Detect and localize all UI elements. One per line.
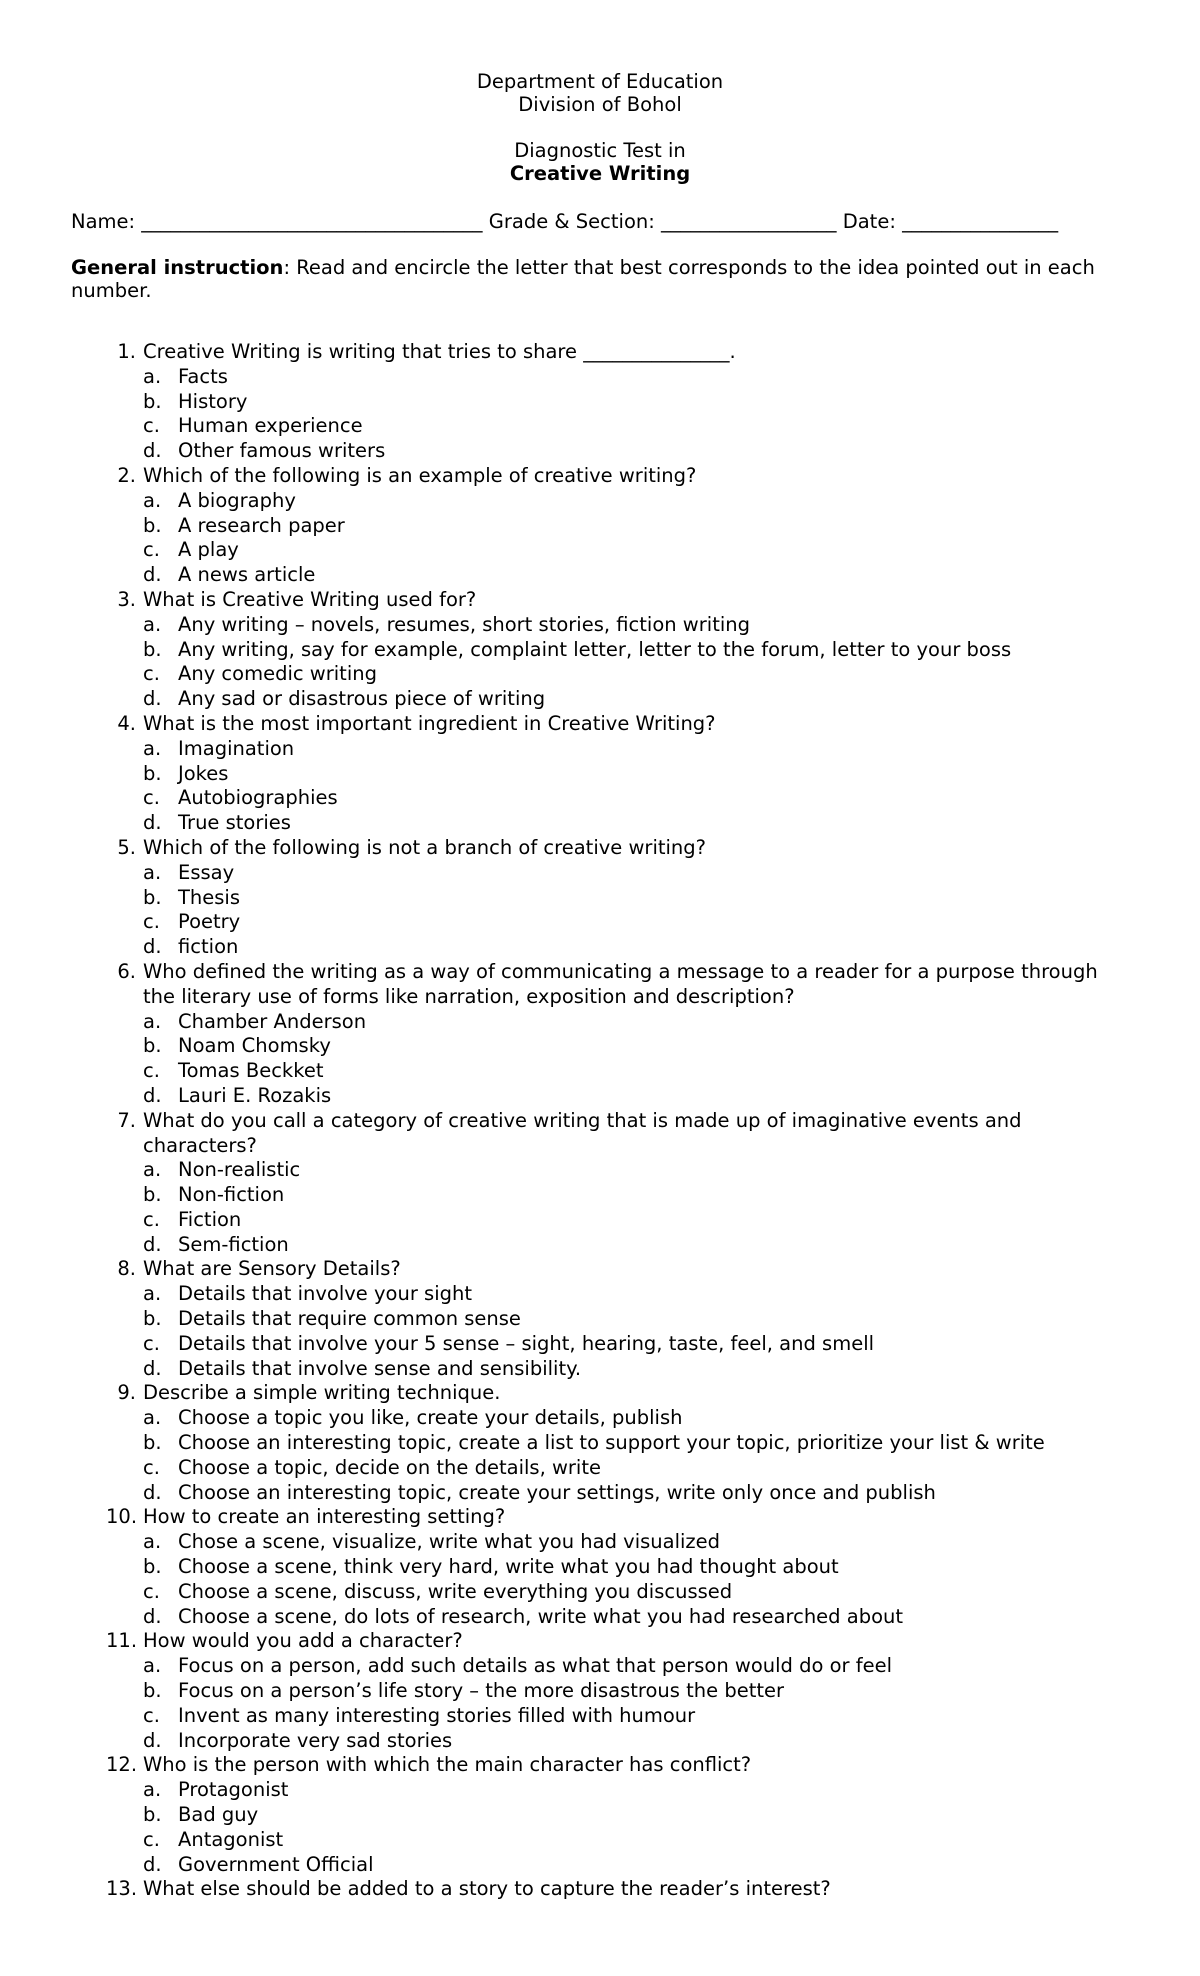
option-letter: d. [143, 687, 162, 711]
answer-option[interactable] [0, 563, 1200, 588]
option-text: Choose an interesting topic, create your settings, write only once and publish [178, 1480, 936, 1504]
option-text: A biography [178, 488, 296, 512]
option-letter: a. [143, 488, 162, 512]
option-letter: c. [143, 910, 160, 934]
option-letter: a. [143, 1778, 162, 1802]
option-text: Sem-fiction [178, 1232, 289, 1256]
student-info-line: Name: ___________________________________ Grade & Section: __________________ Date: ________________ [71, 210, 1059, 233]
option-letter: a. [143, 364, 162, 388]
question-item [0, 588, 1200, 613]
option-text: History [178, 389, 248, 413]
option-letter: d. [143, 1083, 162, 1107]
option-letter: a. [143, 1406, 162, 1430]
answer-option[interactable] [0, 1059, 1200, 1084]
instruction-label: General instruction [71, 256, 284, 279]
question-number: 9. [117, 1381, 136, 1405]
option-letter: d. [143, 935, 162, 959]
question-text: What else should be added to a story to capture the reader’s interest? [143, 1877, 831, 1901]
question-number: 7. [117, 1108, 136, 1132]
question-number: 6. [117, 959, 136, 983]
option-letter: c. [143, 1331, 160, 1355]
question-number: 11. [106, 1629, 138, 1653]
answer-option[interactable] [0, 886, 1200, 911]
question-item [0, 1505, 1200, 1530]
question-number: 13. [106, 1877, 138, 1901]
option-letter: a. [143, 860, 162, 884]
question-text: Creative Writing is writing that tries to share _______________. [143, 340, 736, 363]
answer-option[interactable] [0, 414, 1200, 439]
option-text: Noam Chomsky [178, 1034, 331, 1058]
test-type: Diagnostic Test in [514, 139, 686, 162]
option-text: Any writing, say for example, complaint letter, letter to the forum, letter to your boss [178, 637, 1012, 661]
option-letter: c. [143, 538, 160, 562]
answer-option[interactable] [0, 1183, 1200, 1208]
option-text: Any writing – novels, resumes, short stories, fiction writing [178, 612, 750, 636]
option-text: Fiction [178, 1207, 242, 1231]
answer-option[interactable] [0, 1357, 1200, 1382]
option-text: Non-fiction [178, 1183, 285, 1207]
option-letter: a. [143, 1530, 162, 1554]
question-item [0, 464, 1200, 489]
option-text: Incorporate very sad stories [178, 1728, 453, 1752]
option-text: Human experience [178, 414, 363, 438]
answer-option[interactable] [0, 1679, 1200, 1704]
option-text: Government Official [178, 1852, 374, 1876]
answer-option[interactable] [0, 1605, 1200, 1630]
answer-option[interactable] [0, 1853, 1200, 1878]
option-letter: c. [143, 1207, 160, 1231]
option-text: Jokes [178, 761, 229, 785]
option-letter: a. [143, 612, 162, 636]
answer-option[interactable] [0, 737, 1200, 762]
question-text: Which of the following is an example of creative writing? [143, 463, 697, 487]
option-letter: d. [143, 811, 162, 835]
answer-option[interactable] [0, 1654, 1200, 1679]
answer-option[interactable] [0, 1456, 1200, 1481]
option-letter: b. [143, 637, 162, 661]
option-letter: d. [143, 1232, 162, 1256]
answer-option[interactable] [0, 1034, 1200, 1059]
answer-option[interactable] [0, 489, 1200, 514]
option-letter: d. [143, 1728, 162, 1752]
answer-option[interactable] [0, 1084, 1200, 1109]
answer-option[interactable] [0, 1704, 1200, 1729]
option-text: Choose a topic you like, create your details, publish [178, 1406, 683, 1430]
option-text: Focus on a person’s life story – the more disastrous the better [178, 1679, 784, 1703]
answer-option[interactable] [0, 638, 1200, 663]
question-item [0, 712, 1200, 737]
question-text: What do you call a category of creative writing that is made up of imaginative events and characters? [143, 1108, 1022, 1157]
option-letter: d. [143, 439, 162, 463]
answer-option[interactable] [0, 538, 1200, 563]
option-text: Thesis [178, 885, 241, 909]
question-item [0, 960, 1200, 1010]
option-text: A play [178, 538, 239, 562]
question-item [0, 340, 1200, 365]
option-letter: b. [143, 389, 162, 413]
question-number: 4. [117, 711, 136, 735]
option-text: Chose a scene, visualize, write what you had visualized [178, 1530, 721, 1554]
answer-option[interactable] [0, 1406, 1200, 1431]
option-letter: a. [143, 1282, 162, 1306]
general-instruction [71, 256, 1129, 302]
answer-option[interactable] [0, 786, 1200, 811]
option-letter: d. [143, 1852, 162, 1876]
option-letter: d. [143, 1480, 162, 1504]
option-letter: b. [143, 1307, 162, 1331]
answer-option[interactable] [0, 1580, 1200, 1605]
answer-option[interactable] [0, 1530, 1200, 1555]
option-text: A research paper [178, 513, 345, 537]
option-letter: b. [143, 1803, 162, 1827]
question-item [0, 1109, 1200, 1159]
question-text: Who defined the writing as a way of communicating a message to a reader for a purpose through the literary use of forms like narration, exposition and description? [143, 959, 1098, 1008]
question-item [0, 1629, 1200, 1654]
answer-option[interactable] [0, 1208, 1200, 1233]
department-name: Department of Education [476, 70, 724, 93]
answer-option[interactable] [0, 1307, 1200, 1332]
option-letter: b. [143, 1183, 162, 1207]
question-text: What is Creative Writing used for? [143, 587, 477, 611]
question-item [0, 836, 1200, 861]
answer-option[interactable] [0, 1332, 1200, 1357]
option-text: Protagonist [178, 1778, 289, 1802]
question-text: How to create an interesting setting? [143, 1505, 506, 1529]
question-text: What are Sensory Details? [143, 1257, 401, 1281]
option-text: fiction [178, 935, 239, 959]
option-text: Choose an interesting topic, create a list to support your topic, prioritize your list & write [178, 1431, 1045, 1455]
question-item [0, 1753, 1200, 1778]
division-name: Division of Bohol [518, 93, 682, 116]
question-number: 3. [117, 587, 136, 611]
answer-option[interactable] [0, 1803, 1200, 1828]
option-text: A news article [178, 563, 316, 587]
option-text: Any comedic writing [178, 662, 377, 686]
option-letter: d. [143, 1604, 162, 1628]
question-list [0, 340, 1200, 1902]
option-text: Chamber Anderson [178, 1009, 367, 1033]
option-letter: b. [143, 513, 162, 537]
question-text: How would you add a character? [143, 1629, 463, 1653]
option-letter: d. [143, 563, 162, 587]
option-text: Autobiographies [178, 786, 338, 810]
question-number: 8. [117, 1257, 136, 1281]
instruction-text: : Read and encircle the letter that best corresponds to the idea pointed out in each number. [71, 256, 1095, 302]
option-letter: b. [143, 885, 162, 909]
option-letter: b. [143, 1431, 162, 1455]
answer-option[interactable] [0, 935, 1200, 960]
answer-option[interactable] [0, 1010, 1200, 1035]
answer-option[interactable] [0, 514, 1200, 539]
option-text: True stories [178, 811, 291, 835]
answer-option[interactable] [0, 861, 1200, 886]
option-text: Antagonist [178, 1827, 284, 1851]
option-text: Tomas Beckket [178, 1059, 324, 1083]
option-letter: a. [143, 1009, 162, 1033]
question-number: 2. [117, 463, 136, 487]
option-letter: b. [143, 1034, 162, 1058]
option-text: Invent as many interesting stories filled with humour [178, 1703, 696, 1727]
option-letter: c. [143, 1703, 160, 1727]
answer-option[interactable] [0, 662, 1200, 687]
document-header [0, 70, 1200, 185]
option-text: Non-realistic [178, 1158, 301, 1182]
answer-option[interactable] [0, 811, 1200, 836]
question-text: What is the most important ingredient in Creative Writing? [143, 711, 716, 735]
option-text: Focus on a person, add such details as what that person would do or feel [178, 1654, 893, 1678]
option-text: Other famous writers [178, 439, 386, 463]
option-letter: c. [143, 1455, 160, 1479]
answer-option[interactable] [0, 1233, 1200, 1258]
subject-title: Creative Writing [509, 162, 691, 185]
option-letter: b. [143, 1555, 162, 1579]
option-letter: c. [143, 786, 160, 810]
answer-option[interactable] [0, 390, 1200, 415]
question-item [0, 1877, 1200, 1902]
option-letter: a. [143, 1654, 162, 1678]
answer-option[interactable] [0, 1729, 1200, 1754]
answer-option[interactable] [0, 1282, 1200, 1307]
option-text: Bad guy [178, 1803, 259, 1827]
question-text: Describe a simple writing technique. [143, 1381, 501, 1405]
answer-option[interactable] [0, 1431, 1200, 1456]
answer-option[interactable] [0, 439, 1200, 464]
answer-option[interactable] [0, 1555, 1200, 1580]
option-text: Choose a scene, do lots of research, write what you had researched about [178, 1604, 904, 1628]
option-letter: c. [143, 414, 160, 438]
question-text: Who is the person with which the main character has conflict? [143, 1753, 752, 1777]
option-letter: c. [143, 1579, 160, 1603]
question-number: 12. [106, 1753, 138, 1777]
option-text: Imagination [178, 736, 295, 760]
option-text: Essay [178, 860, 235, 884]
option-text: Choose a scene, discuss, write everything you discussed [178, 1579, 733, 1603]
option-letter: c. [143, 1059, 160, 1083]
option-text: Details that involve your 5 sense – sight, hearing, taste, feel, and smell [178, 1331, 875, 1355]
question-item [0, 1257, 1200, 1282]
question-number: 1. [117, 340, 136, 363]
option-letter: d. [143, 1356, 162, 1380]
option-letter: b. [143, 1679, 162, 1703]
answer-option[interactable] [0, 762, 1200, 787]
question-number: 10. [106, 1505, 138, 1529]
answer-option[interactable] [0, 1481, 1200, 1506]
answer-option[interactable] [0, 1778, 1200, 1803]
option-text: Details that require common sense [178, 1307, 521, 1331]
question-item [0, 1381, 1200, 1406]
answer-option[interactable] [0, 365, 1200, 390]
option-letter: c. [143, 1827, 160, 1851]
option-text: Choose a topic, decide on the details, write [178, 1455, 601, 1479]
answer-option[interactable] [0, 613, 1200, 638]
option-letter: a. [143, 1158, 162, 1182]
question-number: 5. [117, 835, 136, 859]
option-letter: a. [143, 736, 162, 760]
question-text: Which of the following is not a branch of creative writing? [143, 835, 707, 859]
answer-option[interactable] [0, 1828, 1200, 1853]
option-letter: b. [143, 761, 162, 785]
option-text: Lauri E. Rozakis [178, 1083, 332, 1107]
answer-option[interactable] [0, 687, 1200, 712]
option-text: Details that involve your sight [178, 1282, 473, 1306]
option-text: Facts [178, 364, 228, 388]
option-letter: c. [143, 662, 160, 686]
option-text: Any sad or disastrous piece of writing [178, 687, 546, 711]
option-text: Poetry [178, 910, 241, 934]
answer-option[interactable] [0, 1158, 1200, 1183]
option-text: Details that involve sense and sensibility. [178, 1356, 582, 1380]
option-text: Choose a scene, think very hard, write what you had thought about [178, 1555, 839, 1579]
answer-option[interactable] [0, 910, 1200, 935]
